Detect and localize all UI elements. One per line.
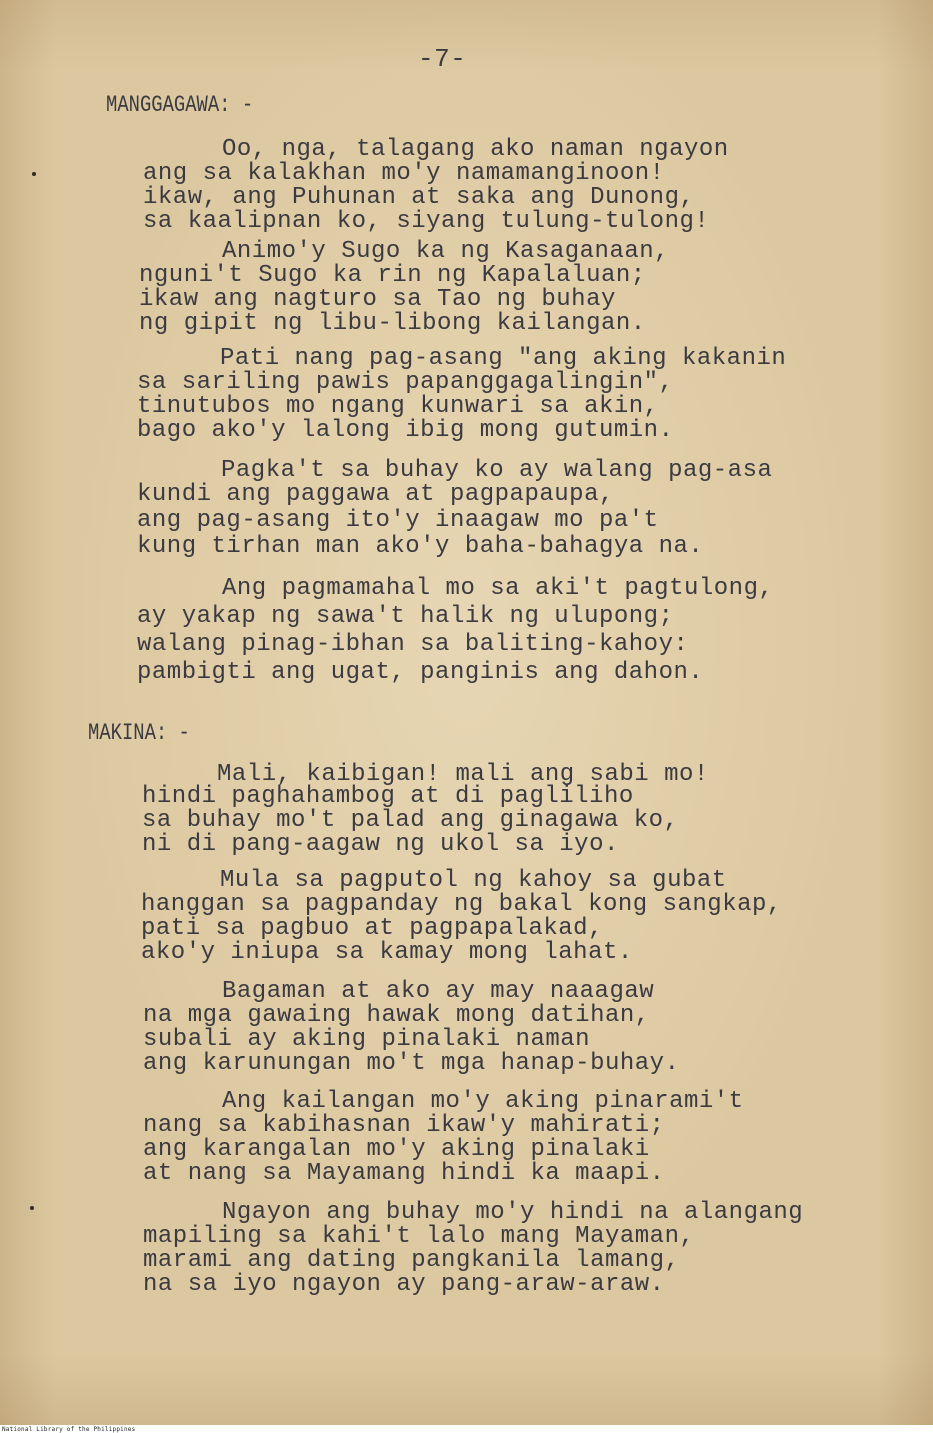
verse-line: ako'y iniupa sa kamay mong lahat. xyxy=(141,939,633,966)
verse-line: na sa iyo ngayon ay pang-araw-araw. xyxy=(143,1271,665,1298)
library-footer: National Library of the Philippines xyxy=(2,1426,136,1433)
verse-line: hindi paghahambog at di pagliliho xyxy=(142,783,634,810)
verse-line: kundi ang paggawa at pagpapaupa, xyxy=(137,481,614,508)
verse-line: marami ang dating pangkanila lamang, xyxy=(143,1247,680,1274)
verse-line: tinutubos mo ngang kunwari sa akin, xyxy=(137,393,659,420)
verse-line: Mali, kaibigan! mali ang sabi mo! xyxy=(217,761,709,788)
verse-line: nguni't Sugo ka rin ng Kapalaluan; xyxy=(139,262,646,289)
verse-line: ng gipit ng libu-libong kailangan. xyxy=(139,310,646,337)
verse-line: Ngayon ang buhay mo'y hindi na alangang xyxy=(222,1199,804,1226)
verse-line: Oo, nga, talagang ako naman ngayon xyxy=(222,136,729,163)
verse-line: ang pag-asang ito'y inaagaw mo pa't xyxy=(137,507,659,534)
verse-line: ikaw, ang Puhunan at saka ang Dunong, xyxy=(143,184,695,211)
verse-line: Pati nang pag-asang "ang aking kakanin xyxy=(220,345,787,372)
verse-line: pambigti ang ugat, panginis ang dahon. xyxy=(137,659,704,686)
verse-line: ni di pang-aagaw ng ukol sa iyo. xyxy=(142,831,619,858)
verse-line: mapiling sa kahi't lalo mang Mayaman, xyxy=(143,1223,695,1250)
verse-line: hanggan sa pagpanday ng bakal kong sangkap, xyxy=(141,891,782,918)
page-number: -7- xyxy=(418,44,467,74)
verse-line: sa buhay mo't palad ang ginagawa ko, xyxy=(142,807,679,834)
verse-line: ay yakap ng sawa't halik ng ulupong; xyxy=(137,603,674,630)
verse-line: Mula sa pagputol ng kahoy sa gubat xyxy=(220,867,727,894)
verse-line: Ang kailangan mo'y aking pinarami't xyxy=(222,1088,744,1115)
verse-line: Animo'y Sugo ka ng Kasaganaan, xyxy=(222,238,670,265)
verse-line: ikaw ang nagturo sa Tao ng buhay xyxy=(139,286,616,313)
verse-line: bago ako'y lalong ibig mong gutumin. xyxy=(137,417,674,444)
verse-line: ang karunungan mo't mga hanap-buhay. xyxy=(143,1050,680,1077)
verse-line: sa sariling pawis papanggagalingin", xyxy=(137,369,674,396)
verse-line: Ang pagmamahal mo sa aki't pagtulong, xyxy=(222,575,774,602)
verse-line: kung tirhan man ako'y baha-bahagya na. xyxy=(137,533,704,560)
verse-line: Bagaman at ako ay may naaagaw xyxy=(222,978,655,1005)
paper-speck xyxy=(30,1206,34,1210)
verse-line: sa kaalipnan ko, siyang tulung-tulong! xyxy=(143,208,710,235)
speaker-heading-makina: MAKINA: - xyxy=(88,720,190,746)
verse-line: nang sa kabihasnan ikaw'y mahirati; xyxy=(143,1112,665,1139)
paper-speck xyxy=(32,172,36,176)
verse-line: ang karangalan mo'y aking pinalaki xyxy=(143,1136,650,1163)
verse-line: Pagka't sa buhay ko ay walang pag-asa xyxy=(221,457,773,484)
verse-line: pati sa pagbuo at pagpapalakad, xyxy=(141,915,603,942)
verse-line: na mga gawaing hawak mong datihan, xyxy=(143,1002,650,1029)
verse-line: at nang sa Mayamang hindi ka maapi. xyxy=(143,1160,665,1187)
verse-line: ang sa kalakhan mo'y namamanginoon! xyxy=(143,160,665,187)
verse-line: subali ay aking pinalaki naman xyxy=(143,1026,591,1053)
speaker-heading-manggagawa: MANGGAGAWA: - xyxy=(106,92,254,118)
verse-line: walang pinag-ibhan sa baliting-kahoy: xyxy=(137,631,689,658)
